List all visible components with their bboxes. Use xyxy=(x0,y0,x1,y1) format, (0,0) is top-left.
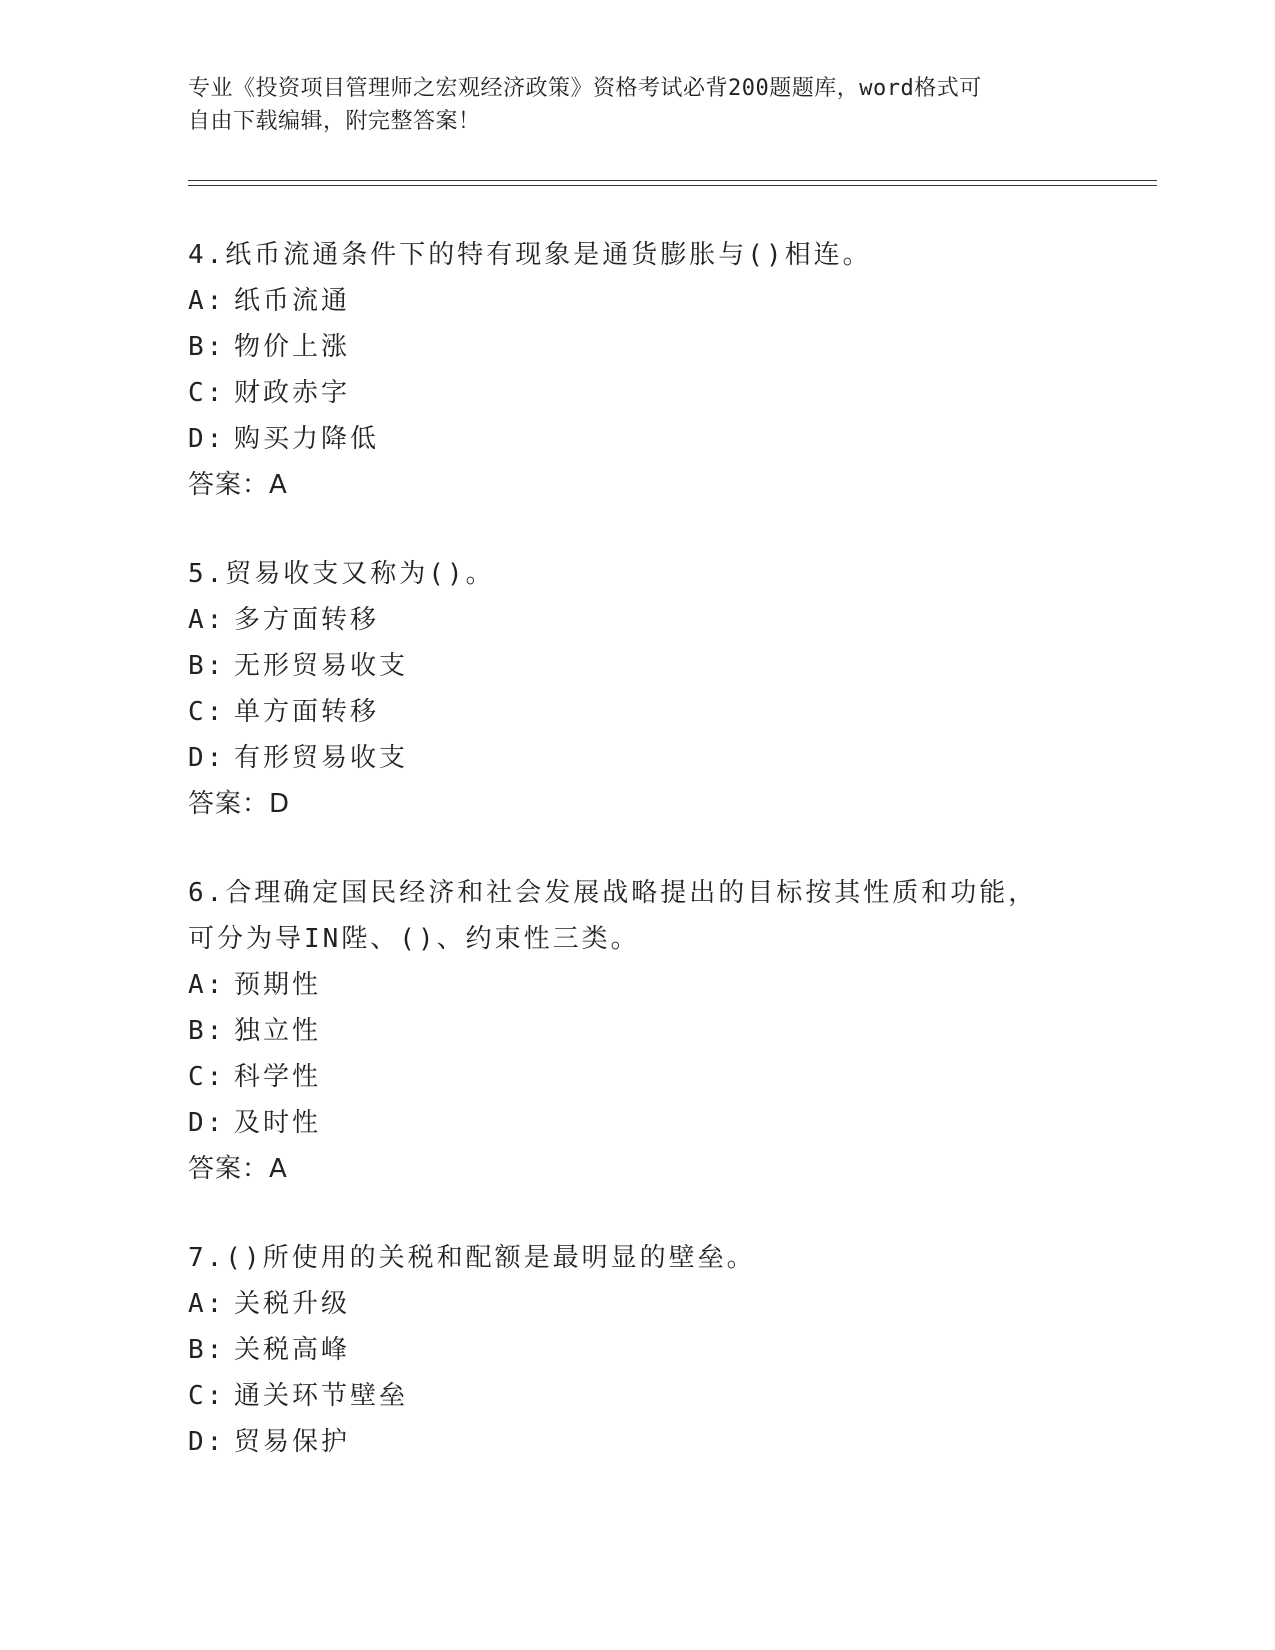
option-key: A: xyxy=(188,286,226,316)
option-text: 科学性 xyxy=(234,1062,322,1092)
answer: 答案：A xyxy=(188,470,288,500)
option-key: D: xyxy=(188,1427,226,1457)
option-text: 通关环节壁垒 xyxy=(234,1381,409,1411)
option-key: A: xyxy=(188,605,226,635)
option-key: C: xyxy=(188,697,226,727)
option-text: 及时性 xyxy=(234,1108,322,1138)
option-d xyxy=(188,735,1088,781)
option-text: 单方面转移 xyxy=(234,697,380,727)
question-5 xyxy=(188,551,1088,827)
option-text: 关税升级 xyxy=(234,1289,351,1319)
option-key: D: xyxy=(188,424,226,454)
option-text: 独立性 xyxy=(234,1016,322,1046)
option-key: A: xyxy=(188,970,226,1000)
option-b xyxy=(188,324,1088,370)
option-a xyxy=(188,278,1088,324)
option-key: B: xyxy=(188,1016,226,1046)
option-b xyxy=(188,1008,1088,1054)
option-a xyxy=(188,597,1088,643)
header-line-2: 自由下载编辑，附完整答案！ xyxy=(188,109,481,134)
header-divider-bottom xyxy=(188,185,1157,186)
option-c xyxy=(188,1373,1088,1419)
option-b xyxy=(188,1327,1088,1373)
answer: 答案：A xyxy=(188,1154,288,1184)
header-line-1: 专业《投资项目管理师之宏观经济政策》资格考试必背200题题库，word格式可 xyxy=(188,76,982,101)
question-stem: 5.贸易收支又称为()。 xyxy=(188,559,495,589)
option-d xyxy=(188,1100,1088,1146)
question-list xyxy=(188,232,1088,1508)
option-key: D: xyxy=(188,1108,226,1138)
option-text: 财政赤字 xyxy=(234,378,351,408)
option-text: 纸币流通 xyxy=(234,286,351,316)
question-6 xyxy=(188,870,1088,1192)
question-stem: 7.()所使用的关税和配额是最明显的壁垒。 xyxy=(188,1243,756,1273)
document-header xyxy=(188,72,1068,138)
option-a xyxy=(188,1281,1088,1327)
option-key: C: xyxy=(188,1062,226,1092)
option-key: B: xyxy=(188,651,226,681)
option-key: C: xyxy=(188,1381,226,1411)
option-key: B: xyxy=(188,332,226,362)
option-b xyxy=(188,643,1088,689)
option-d xyxy=(188,416,1088,462)
option-text: 购买力降低 xyxy=(234,424,380,454)
question-stem: 6.合理确定国民经济和社会发展战略提出的目标按其性质和功能，可分为导IN陛、()、约束性三类。 xyxy=(188,878,1038,954)
option-c xyxy=(188,370,1088,416)
option-text: 物价上涨 xyxy=(234,332,351,362)
option-key: D: xyxy=(188,743,226,773)
header-divider-top xyxy=(188,180,1157,181)
option-text: 有形贸易收支 xyxy=(234,743,409,773)
option-c xyxy=(188,1054,1088,1100)
question-4 xyxy=(188,232,1088,508)
option-key: C: xyxy=(188,378,226,408)
option-d xyxy=(188,1419,1088,1465)
option-text: 预期性 xyxy=(234,970,322,1000)
question-stem: 4.纸币流通条件下的特有现象是通货膨胀与()相连。 xyxy=(188,240,872,270)
option-c xyxy=(188,689,1088,735)
option-text: 多方面转移 xyxy=(234,605,380,635)
option-a xyxy=(188,962,1088,1008)
option-text: 无形贸易收支 xyxy=(234,651,409,681)
option-text: 贸易保护 xyxy=(234,1427,351,1457)
option-key: A: xyxy=(188,1289,226,1319)
option-key: B: xyxy=(188,1335,226,1365)
answer: 答案：D xyxy=(188,789,291,819)
option-text: 关税高峰 xyxy=(234,1335,351,1365)
question-7 xyxy=(188,1235,1088,1465)
